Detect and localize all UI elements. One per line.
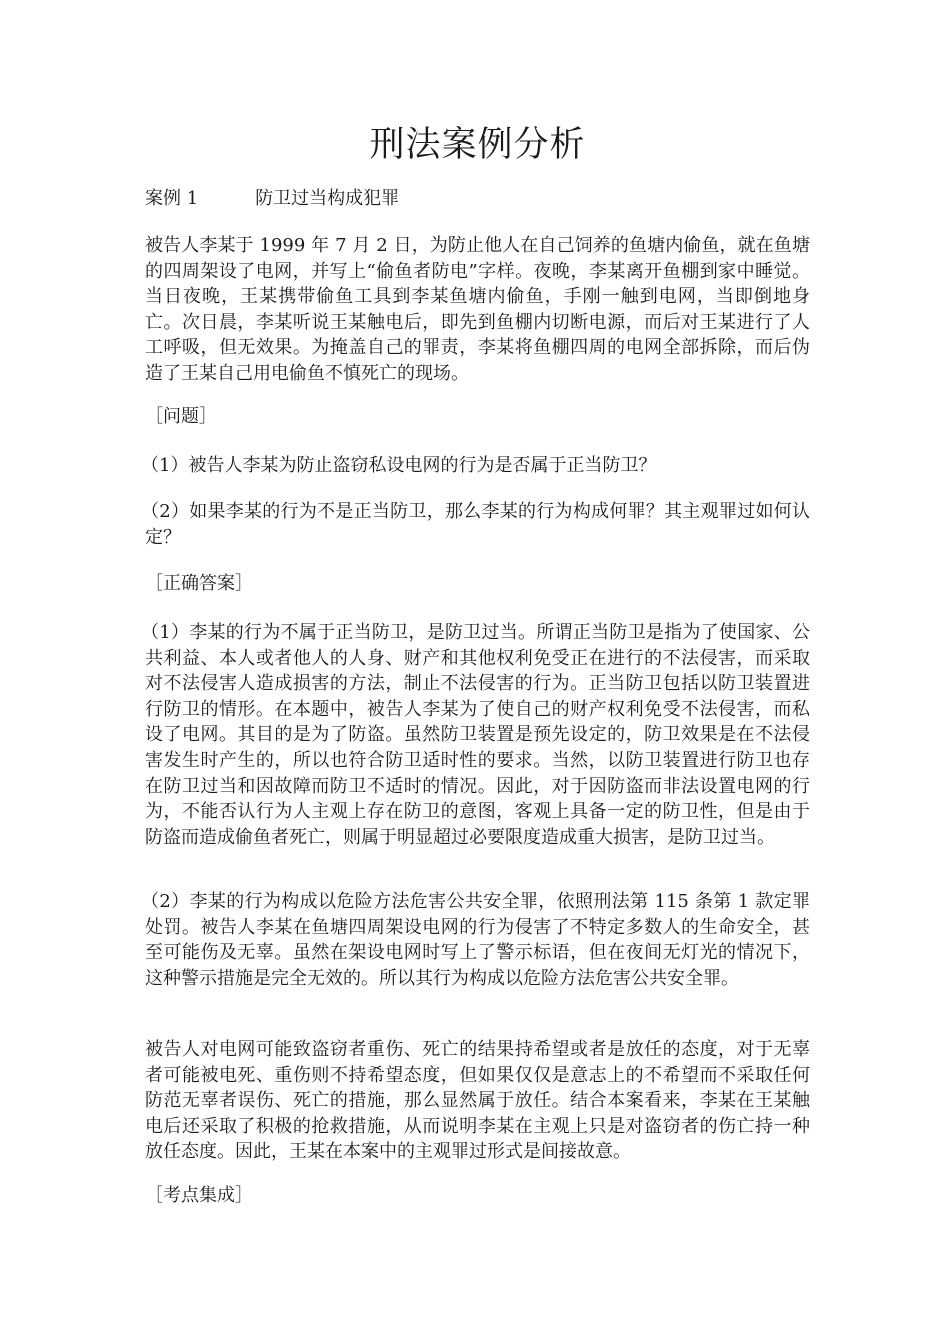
case-number: 案例 1 bbox=[145, 188, 199, 209]
exam-points-heading: ［考点集成］ bbox=[145, 1185, 253, 1206]
question-2: （2）如果李某的行为不是正当防卫，那么李某的行为构成何罪？其主观罪过如何认定？ bbox=[141, 501, 810, 548]
answer-paragraph-1: （1）李某的行为不属于正当防卫，是防卫过当。所谓正当防卫是指为了使国家、公共利益、本人或者他人的人身、财产和其他权利免受正在进行的不法侵害，而采取对不法侵害人造成损害的方法，制止不法侵害的行为。正当防卫包括以防卫装置进行防卫的情形。在本题中，被告人李某为了使自己的财产权利免受不法侵害，而私设了电网。其目的是为了防盗。虽然防卫装置是预先设定的，防卫效果是在不法侵害发生时产生的，所以也符合防卫适时性的要求。当然，以防卫装置进行防卫也存在防卫过当和因故障而防卫不适时的情况。因此，对于因防盗而非法设置电网的行为，不能否认行为人主观上存在防卫的意图，客观上具备一定的防卫性，但是由于防盗而造成偷鱼者死亡，则属于明显超过必要限度造成重大损害，是防卫过当。 bbox=[141, 622, 810, 848]
question-1: （1）被告人李某为防止盗窃私设电网的行为是否属于正当防卫？ bbox=[141, 455, 657, 476]
document-title: 刑法案例分析 bbox=[369, 125, 586, 166]
case-heading bbox=[145, 184, 399, 214]
questions-heading: ［问题］ bbox=[145, 406, 217, 427]
answer-heading: ［正确答案］ bbox=[145, 573, 253, 594]
case-facts-paragraph: 被告人李某于 1999 年 7 月 2 日，为防止他人在自己饲养的鱼塘内偷鱼，就在鱼塘的四周架设了电网，并写上“偷鱼者防电”字样。夜晚，李某离开鱼棚到家中睡觉。当日夜晚，王某携带偷鱼工具到李某鱼塘内偷鱼，手刚一触到电网，当即倒地身亡。次日晨，李某听说王某触电后，即先到鱼棚内切断电源，而后对王某进行了人工呼吸，但无效果。为掩盖自己的罪责，李某将鱼棚四周的电网全部拆除，而后伪造了王某自己用电偷鱼不慎死亡的现场。 bbox=[145, 235, 810, 384]
answer-paragraph-3: 被告人对电网可能致盗窃者重伤、死亡的结果持希望或者是放任的态度，对于无辜者可能被电死、重伤则不持希望态度，但如果仅仅是意志上的不希望而不采取任何防范无辜者误伤、死亡的措施，那么显然属于放任。结合本案看来，李某在王某触电后还采取了积极的抢救措施，从而说明李某在主观上只是对盗窃者的伤亡持一种放任态度。因此，王某在本案中的主观罪过形式是间接故意。 bbox=[145, 1039, 810, 1163]
case-title: 防卫过当构成犯罪 bbox=[255, 188, 400, 209]
answer-paragraph-2: （2）李某的行为构成以危险方法危害公共安全罪，依照刑法第 115 条第 1 款定罪处罚。被告人李某在鱼塘四周架设电网的行为侵害了不特定多数人的生命安全，甚至可能伤及无辜。虽然在架设电网时写上了警示标语，但在夜间无灯光的情况下，这种警示措施是完全无效的。所以其行为构成以危险方法危害公共安全罪。 bbox=[141, 891, 810, 989]
